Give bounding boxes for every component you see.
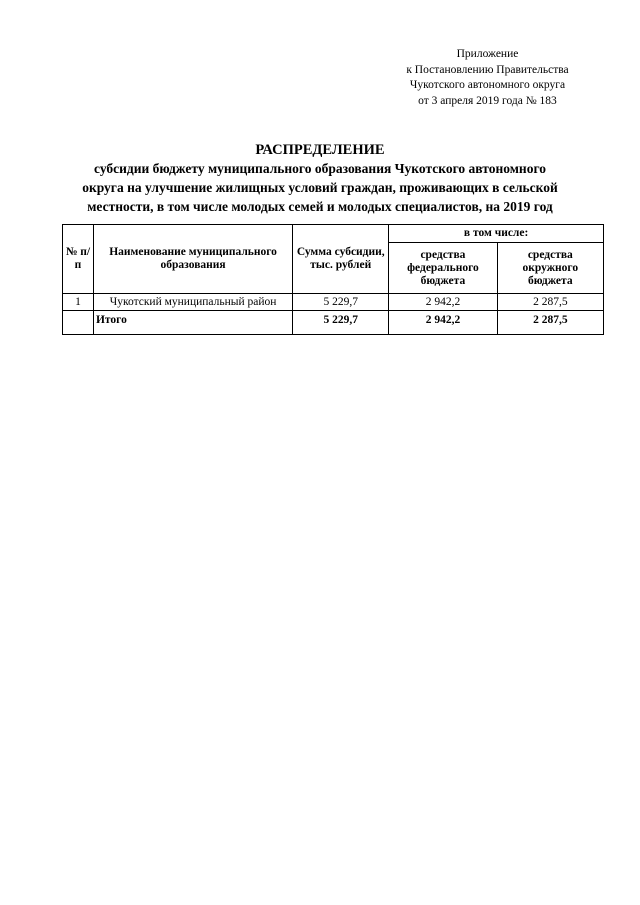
total-num-empty [63,311,94,335]
title-line-1: субсидии бюджету муниципального образования Чукотского автономного [94,161,546,176]
row-sum: 5 229,7 [293,294,389,311]
distribution-table [62,224,604,335]
appendix-resolution-ref: к Постановлению Правительства [406,63,569,76]
row-name: Чукотский муниципальный район [93,294,292,311]
total-sum: 5 229,7 [293,311,389,335]
header-including: в том числе: [389,225,604,243]
total-federal: 2 942,2 [389,311,497,335]
appendix-date-number: от 3 апреля 2019 года № 183 [418,94,557,107]
title-line-3: местности, в том числе молодых семей и молодых специалистов, на 2019 год [87,199,553,214]
total-label: Итого [93,311,292,335]
row-federal: 2 942,2 [389,294,497,311]
header-name: Наименование муниципального образования [93,225,292,294]
table-header-row [63,225,604,243]
table-total-row [63,311,604,335]
appendix-region: Чукотского автономного округа [409,79,566,91]
appendix-header [360,47,615,109]
title-line-2: округа на улучшение жилищных условий граждан, проживающих в сельской [82,180,558,195]
header-num: № п/п [63,225,94,294]
table-row [63,294,604,311]
total-okrug: 2 287,5 [497,311,603,335]
title-main: РАСПРЕДЕЛЕНИЕ [255,142,385,158]
header-okrug: средства окружного бюджета [497,243,603,294]
document-title [40,141,600,216]
appendix-label: Приложение [456,48,519,60]
row-num: 1 [63,294,94,311]
row-okrug: 2 287,5 [497,294,603,311]
header-federal: средства федерального бюджета [389,243,497,294]
header-sum: Сумма субсидии, тыс. рублей [293,225,389,294]
